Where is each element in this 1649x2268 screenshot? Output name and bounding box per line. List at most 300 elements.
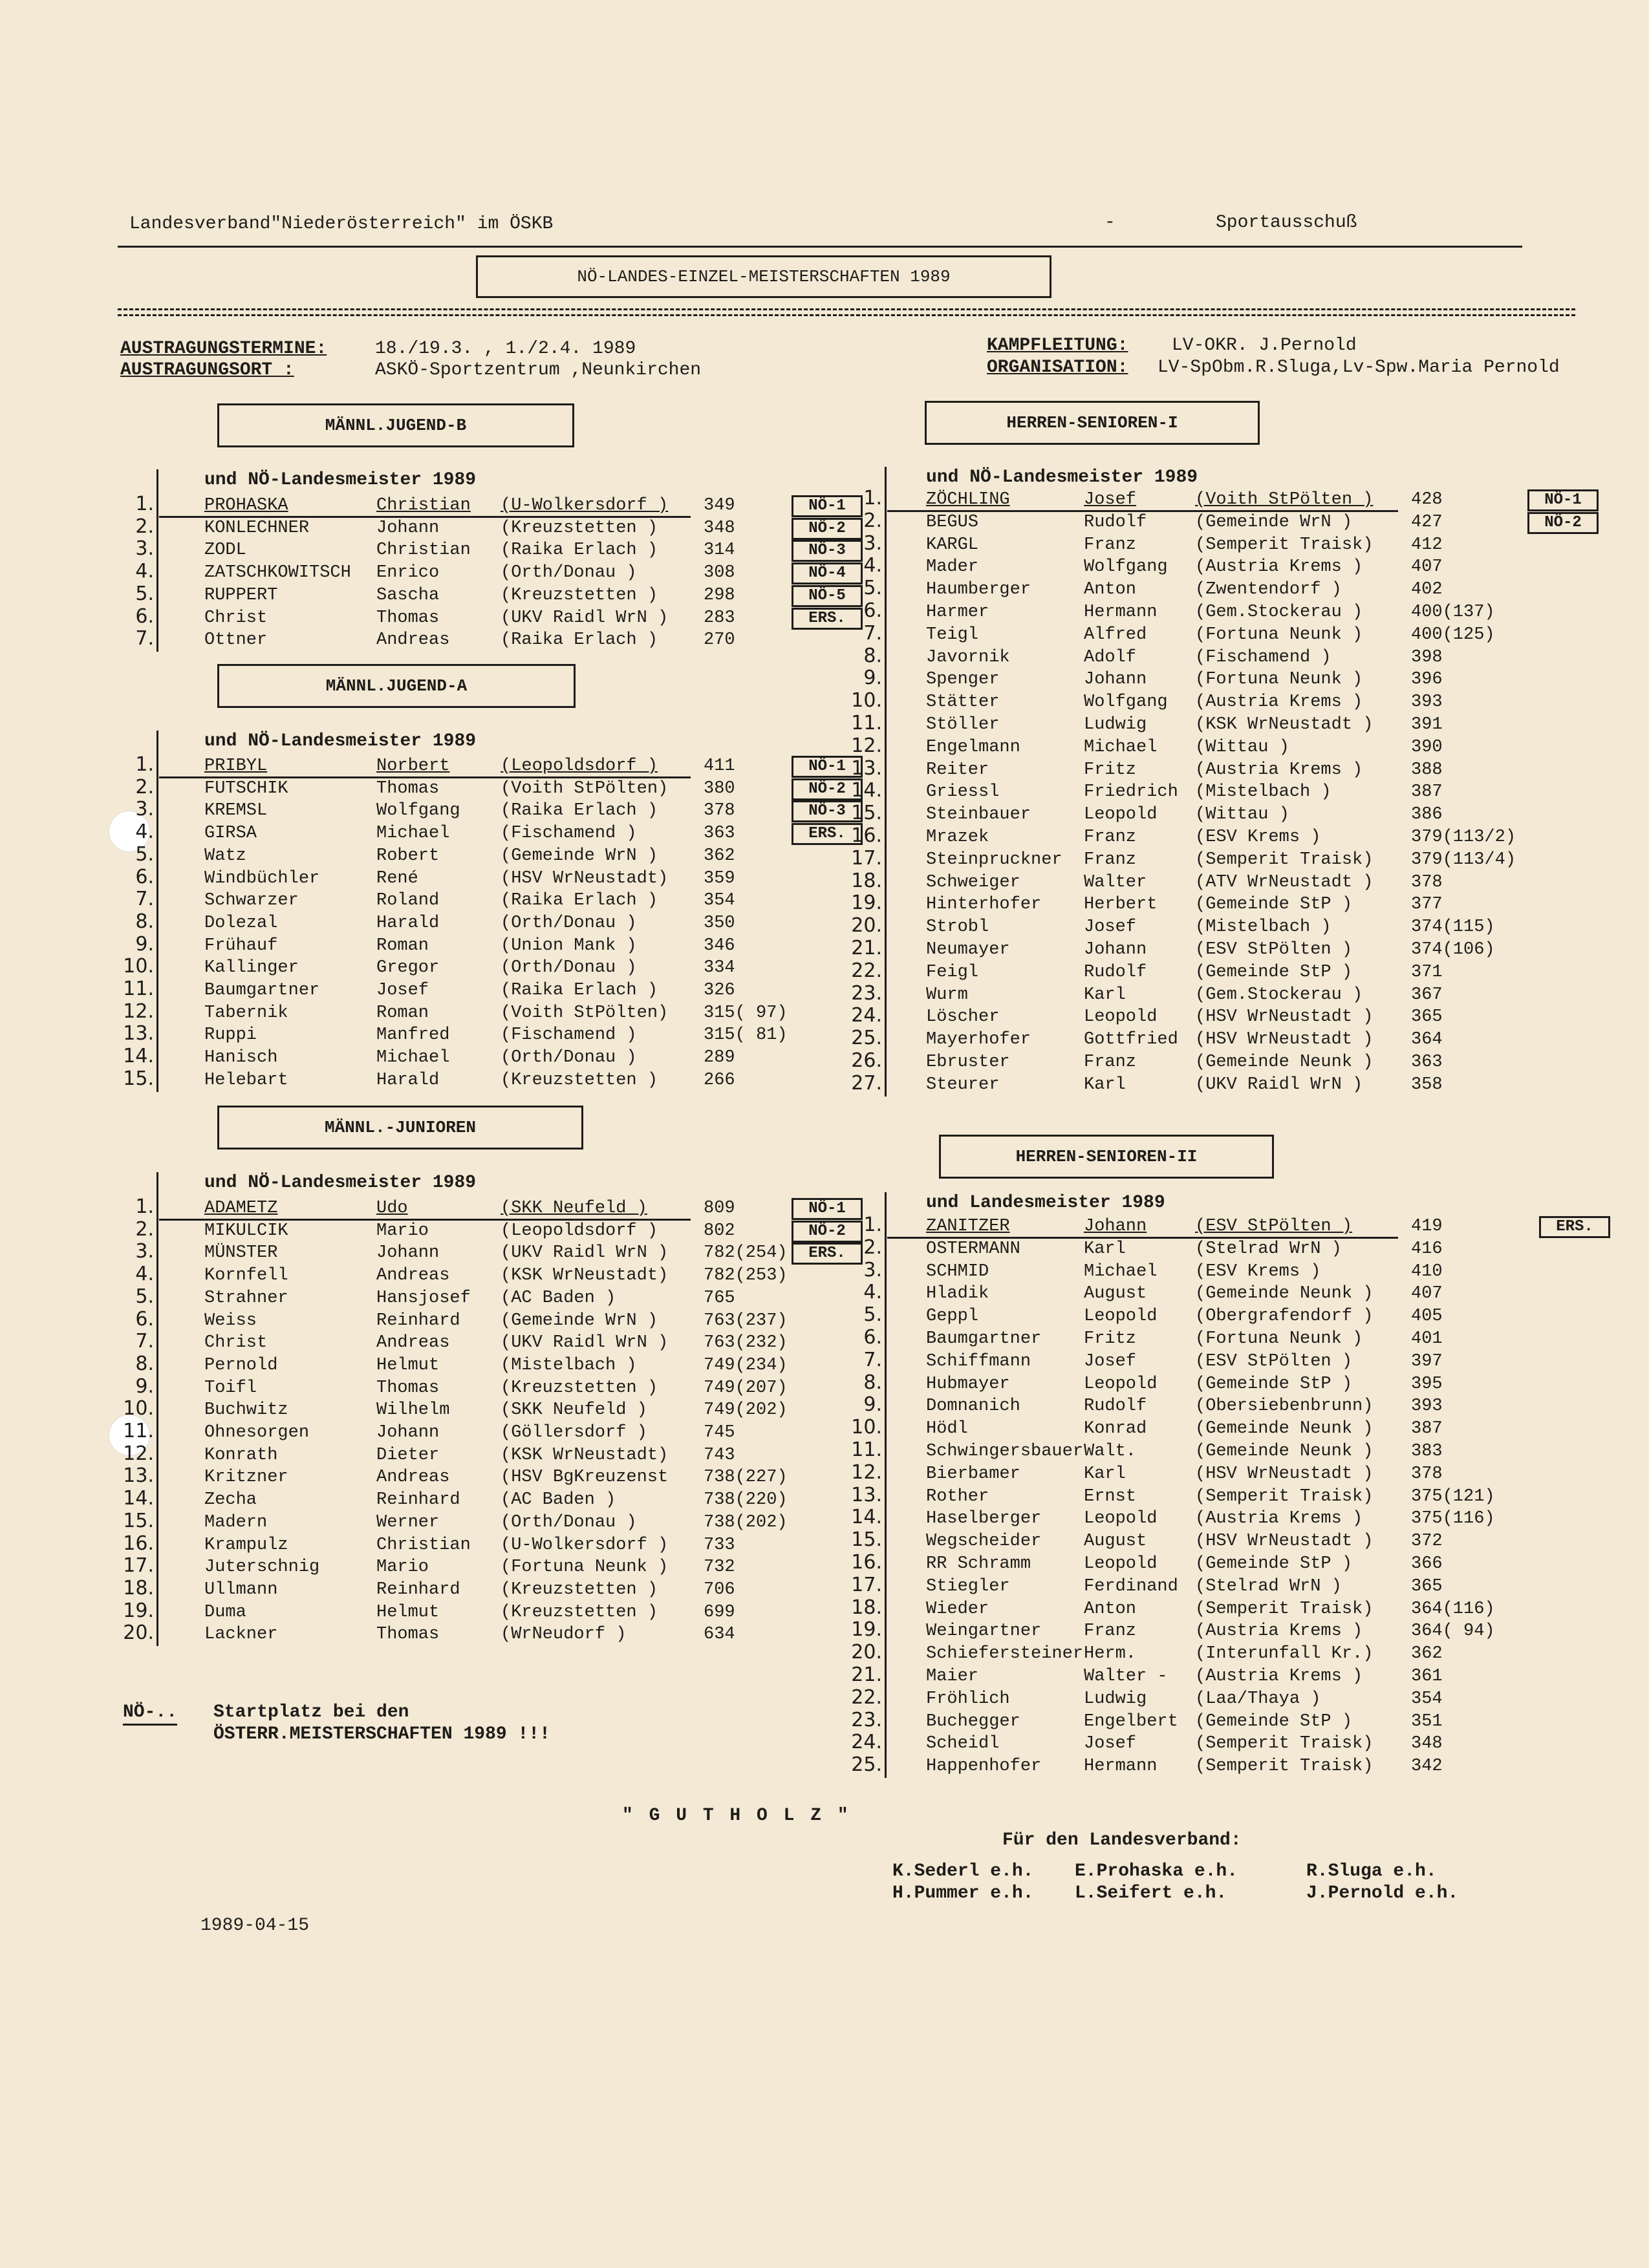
table-row <box>0 1643 1649 1665</box>
qualification-badge: NÖ-5 <box>792 585 863 607</box>
club-cell: (Fortuna Neunk ) <box>1195 1329 1363 1349</box>
score-cell: 377 <box>1411 895 1443 915</box>
firstname-cell: Fritz <box>1084 760 1137 780</box>
rank-cell: 25. <box>851 1027 882 1050</box>
club-cell: (Fortuna Neunk ) <box>1195 625 1363 645</box>
rank-cell: 14. <box>851 1506 882 1529</box>
score-cell: 378 <box>1411 872 1443 892</box>
table-row <box>0 556 1649 578</box>
lastname-cell: Schweiger <box>926 872 1020 892</box>
club-cell: (Gemeinde StP ) <box>1195 962 1353 982</box>
club-cell: (Göllersdorf ) <box>501 1423 647 1442</box>
rank-cell: 11. <box>123 1420 154 1442</box>
lastname-cell: KONLECHNER <box>204 518 310 538</box>
score-cell: 749(234) <box>704 1355 788 1375</box>
table-row <box>0 1305 1649 1327</box>
table-row <box>0 961 1649 983</box>
firstname-cell: Ernst <box>1084 1486 1137 1506</box>
club-cell: (UKV Raidl WrN ) <box>501 608 669 628</box>
firstname-cell: Udo <box>376 1199 408 1218</box>
score-cell: 266 <box>704 1070 735 1090</box>
document-date: 1989-04-15 <box>200 1916 310 1936</box>
score-cell: 361 <box>1411 1667 1443 1686</box>
rank-cell: 17. <box>123 1554 154 1578</box>
table-row <box>0 1051 1649 1073</box>
table-row <box>0 981 1649 1006</box>
rank-cell: 8. <box>135 910 154 933</box>
rank-cell: 1. <box>135 753 154 776</box>
club-cell: (UKV Raidl WrN ) <box>501 1243 669 1263</box>
firstname-cell: Karl <box>1084 985 1126 1005</box>
lastname-cell: Fröhlich <box>926 1689 1010 1709</box>
firstname-cell: Norbert <box>376 756 450 776</box>
lastname-cell: Javornik <box>926 647 1010 667</box>
table-row <box>0 691 1649 713</box>
rank-cell: 19. <box>851 892 882 915</box>
table-row <box>0 893 1649 915</box>
firstname-cell: Walter <box>1084 872 1147 892</box>
score-cell: 765 <box>704 1288 735 1308</box>
club-cell: (Voith StPölten) <box>501 778 669 798</box>
firstname-cell: Rudolf <box>1084 962 1147 982</box>
table-row <box>0 1328 1649 1350</box>
firstname-cell: Alfred <box>1084 625 1147 645</box>
lastname-cell: PROHASKA <box>204 496 288 515</box>
firstname-cell: Rudolf <box>1084 1396 1147 1417</box>
club-cell: (Fischamend ) <box>501 824 637 844</box>
rank-cell: 6. <box>135 604 154 628</box>
lastname-cell: Schiefersteiner <box>926 1644 1084 1664</box>
lastname-cell: Haumberger <box>926 580 1031 600</box>
section-subtitle: und NÖ-Landesmeister 1989 <box>204 470 477 490</box>
firstname-cell: René <box>376 868 418 888</box>
score-cell: 375(121) <box>1411 1486 1495 1506</box>
rank-cell: 1. <box>135 1195 154 1218</box>
club-cell: (HSV WrNeustadt ) <box>1195 1532 1374 1552</box>
qualification-badge: NÖ-4 <box>792 562 863 584</box>
section-subtitle: und NÖ-Landesmeister 1989 <box>926 467 1198 487</box>
rank-cell: 15. <box>851 1528 882 1552</box>
rank-cell: 10. <box>851 689 882 712</box>
firstname-cell: Josef <box>1084 917 1137 937</box>
rank-cell: 20. <box>123 1621 154 1645</box>
club-cell: (Orth/Donau ) <box>501 1512 637 1532</box>
rank-cell: 20. <box>851 914 882 937</box>
rank-cell: 21. <box>851 1664 882 1686</box>
signatures-heading: Für den Landesverband: <box>1002 1830 1242 1850</box>
firstname-cell: Ferdinand <box>1084 1576 1178 1596</box>
qualification-badge: NÖ-2 <box>792 1221 863 1243</box>
club-cell: (Fischamend ) <box>1195 647 1331 667</box>
rank-cell: 4. <box>135 820 154 844</box>
firstname-cell: Rudolf <box>1084 512 1147 532</box>
club-cell: (Kreuzstetten ) <box>501 518 658 538</box>
section-subtitle: und NÖ-Landesmeister 1989 <box>204 1173 477 1193</box>
header-right: Sportausschuß <box>1216 213 1357 233</box>
legend-tag: NÖ-.. <box>123 1702 177 1726</box>
rank-cell: 19. <box>123 1599 154 1622</box>
rank-cell: 4. <box>135 560 154 583</box>
lastname-cell: Krampulz <box>204 1535 288 1555</box>
gut-holz: " G U T H O L Z " <box>622 1806 851 1826</box>
table-row <box>0 601 1649 623</box>
qualification-badge: ERS. <box>1539 1216 1610 1238</box>
table-row <box>0 1238 1649 1260</box>
firstname-cell: Christian <box>376 540 471 561</box>
table-row <box>0 916 1649 938</box>
table-row <box>0 1573 1649 1598</box>
table-row <box>0 1418 1649 1440</box>
firstname-cell: Josef <box>1084 490 1137 509</box>
score-cell: 738(227) <box>704 1468 788 1488</box>
score-cell: 351 <box>1411 1711 1443 1731</box>
club-cell: (Austria Krems ) <box>1195 557 1363 577</box>
lastname-cell: Christ <box>204 608 268 628</box>
club-cell: (Mistelbach ) <box>1195 917 1331 937</box>
lastname-cell: Domnanich <box>926 1396 1020 1417</box>
table-row <box>0 1395 1649 1417</box>
firstname-cell: Mario <box>376 1221 429 1241</box>
lastname-cell: Haselberger <box>926 1509 1042 1529</box>
firstname-cell: Franz <box>1084 1621 1137 1642</box>
firstname-cell: Walt. <box>1084 1442 1137 1461</box>
lastname-cell: Tabernik <box>204 1003 288 1023</box>
rank-cell: 14. <box>123 1487 154 1510</box>
lastname-cell: Maier <box>926 1667 979 1686</box>
club-cell: (HSV WrNeustadt ) <box>1195 1464 1374 1484</box>
organisation-value: LV-SpObm.R.Sluga,Lv-Spw.Maria Pernold <box>1158 358 1560 378</box>
club-cell: (Wittau ) <box>1195 737 1289 757</box>
rank-cell: 2. <box>863 509 882 532</box>
club-cell: (Austria Krems ) <box>1195 692 1363 712</box>
firstname-cell: Ludwig <box>1084 1689 1147 1709</box>
qualification-badge: ERS. <box>792 608 863 630</box>
firstname-cell: Thomas <box>376 608 440 628</box>
club-cell: (ESV StPölten ) <box>1195 1217 1353 1236</box>
club-cell: (KSK WrNeustadt) <box>501 1445 669 1465</box>
rank-cell: 2. <box>135 515 154 538</box>
club-cell: (Raika Erlach ) <box>501 540 658 561</box>
firstname-cell: August <box>1084 1284 1147 1304</box>
firstname-cell: Adolf <box>1084 647 1137 667</box>
lastname-cell: Rother <box>926 1486 989 1506</box>
score-cell: 348 <box>704 518 735 538</box>
firstname-cell: Michael <box>1084 737 1158 757</box>
lastname-cell: Schwarzer <box>204 891 299 911</box>
score-cell: 738(202) <box>704 1512 788 1532</box>
lastname-cell: Neumayer <box>926 940 1010 959</box>
club-cell: (Laa/Thaya ) <box>1195 1689 1321 1709</box>
club-cell: (Obersiebenbrunn) <box>1195 1396 1374 1417</box>
rank-cell: 5. <box>863 577 882 600</box>
club-cell: (Kreuzstetten ) <box>501 1579 658 1599</box>
firstname-cell: Leopold <box>1084 1307 1158 1327</box>
qualification-badge: ERS. <box>792 1243 863 1265</box>
score-cell: 395 <box>1411 1374 1443 1394</box>
winner-underline <box>887 1237 1398 1239</box>
lastname-cell: Ebruster <box>926 1053 1010 1072</box>
club-cell: (Gemeinde WrN ) <box>1195 512 1353 532</box>
rank-cell: 3. <box>863 1258 882 1281</box>
rank-cell: 10. <box>851 1416 882 1439</box>
lastname-cell: Mrazek <box>926 828 989 847</box>
table-row <box>0 511 1649 533</box>
lastname-cell: Watz <box>204 846 246 866</box>
lastname-cell: Wurm <box>926 985 968 1005</box>
lastname-cell: Weiss <box>204 1311 257 1331</box>
lastname-cell: Löscher <box>926 1007 1000 1027</box>
signature-sluga: R.Sluga e.h. <box>1306 1861 1437 1881</box>
club-cell: (HSV BgKreuzenst <box>501 1468 669 1488</box>
firstname-cell: Leopold <box>1084 1509 1158 1529</box>
score-cell: 379(113/4) <box>1411 850 1516 870</box>
lastname-cell: Happenhofer <box>926 1757 1042 1777</box>
winner-underline <box>887 510 1398 512</box>
rank-cell: 3. <box>135 798 154 821</box>
club-cell: (Gemeinde WrN ) <box>501 846 658 866</box>
rank-cell: 25. <box>851 1753 882 1777</box>
club-cell: (AC Baden ) <box>501 1490 616 1510</box>
table-row <box>0 531 1649 556</box>
table-row <box>0 1618 1649 1645</box>
lastname-cell: Christ <box>204 1333 268 1353</box>
club-cell: (Semperit Traisk) <box>1195 850 1374 870</box>
score-cell: 400(137) <box>1411 603 1495 622</box>
lastname-cell: Wieder <box>926 1599 989 1619</box>
firstname-cell: Ludwig <box>1084 715 1147 734</box>
score-cell: 364 <box>1411 1030 1443 1050</box>
table-row <box>0 1283 1649 1305</box>
score-cell: 763(232) <box>704 1333 788 1353</box>
club-cell: (HSV WrNeustadt ) <box>1195 1030 1374 1050</box>
firstname-cell: Hermann <box>1084 1757 1158 1777</box>
score-cell: 634 <box>704 1625 735 1645</box>
club-cell: (Leopoldsdorf ) <box>501 1221 658 1241</box>
score-cell: 342 <box>1411 1757 1443 1777</box>
firstname-cell: Johann <box>1084 940 1147 959</box>
qualification-badge: NÖ-1 <box>792 756 863 778</box>
firstname-cell: Wilhelm <box>376 1400 450 1420</box>
lastname-cell: Steinpruckner <box>926 850 1062 870</box>
score-cell: 326 <box>704 981 735 1000</box>
club-cell: (Austria Krems ) <box>1195 1509 1363 1529</box>
rank-cell: 9. <box>135 1375 154 1398</box>
lastname-cell: OSTERMANN <box>926 1239 1020 1259</box>
score-cell: 391 <box>1411 715 1443 734</box>
score-cell: 412 <box>1411 535 1443 555</box>
club-cell: (ESV StPölten ) <box>1195 940 1353 959</box>
lastname-cell: Hanisch <box>204 1048 278 1068</box>
score-cell: 359 <box>704 868 735 888</box>
rank-cell: 11. <box>123 978 154 1000</box>
club-cell: (Union Mank ) <box>501 936 637 956</box>
firstname-cell: Anton <box>1084 580 1137 600</box>
firstname-cell: Sascha <box>376 585 440 605</box>
firstname-cell: Andreas <box>376 630 450 650</box>
firstname-cell: Johann <box>1084 1217 1147 1236</box>
rank-cell: 12. <box>123 1000 154 1023</box>
club-cell: (Gem.Stockerau ) <box>1195 985 1363 1005</box>
rank-cell: 15. <box>123 1509 154 1532</box>
score-cell: 315( 81) <box>704 1025 788 1045</box>
firstname-cell: Gregor <box>376 958 440 978</box>
score-cell: 809 <box>704 1199 735 1218</box>
score-cell: 405 <box>1411 1307 1443 1327</box>
club-cell: (U-Wolkersdorf ) <box>501 1535 669 1555</box>
club-cell: (Leopoldsdorf ) <box>501 756 658 776</box>
firstname-cell: Reinhard <box>376 1490 460 1510</box>
score-cell: 411 <box>704 756 735 776</box>
rank-cell: 23. <box>851 1708 882 1731</box>
club-cell: (Gemeinde StP ) <box>1195 1374 1353 1394</box>
rank-cell: 13. <box>851 1483 882 1506</box>
club-cell: (SKK Neufeld ) <box>501 1400 647 1420</box>
firstname-cell: August <box>1084 1532 1147 1552</box>
lastname-cell: Hödl <box>926 1419 968 1439</box>
club-cell: (Stelrad WrN ) <box>1195 1239 1342 1259</box>
rank-cell: 1. <box>863 1214 882 1236</box>
rank-cell: 16. <box>851 824 882 847</box>
score-cell: 334 <box>704 958 735 978</box>
lastname-cell: Reiter <box>926 760 989 780</box>
firstname-cell: Wolfgang <box>1084 557 1168 577</box>
club-cell: (KSK WrNeustadt ) <box>1195 715 1374 734</box>
rank-cell: 7. <box>135 627 154 650</box>
rank-cell: 24. <box>851 1731 882 1754</box>
score-cell: 419 <box>1411 1217 1443 1236</box>
table-row <box>0 1071 1649 1096</box>
firstname-cell: Andreas <box>376 1333 450 1353</box>
lastname-cell: Strobl <box>926 917 989 937</box>
lastname-cell: Juterschnig <box>204 1557 320 1578</box>
ort-value: ASKÖ-Sportzentrum ,Neunkirchen <box>375 360 702 380</box>
qualification-badge: ERS. <box>792 823 863 845</box>
table-row <box>0 804 1649 826</box>
rank-cell: 6. <box>863 599 882 622</box>
lastname-cell: Hinterhofer <box>926 895 1042 915</box>
signature-pummer: H.Pummer e.h. <box>892 1883 1034 1903</box>
termine-value: 18./19.3. , 1./2.4. 1989 <box>375 339 636 359</box>
lastname-cell: Buchegger <box>926 1711 1020 1731</box>
score-cell: 743 <box>704 1445 735 1465</box>
score-cell: 387 <box>1411 1419 1443 1439</box>
qualification-badge: NÖ-2 <box>792 778 863 800</box>
lastname-cell: Spenger <box>926 670 1000 690</box>
rank-cell: 8. <box>135 1352 154 1375</box>
score-cell: 378 <box>704 801 735 821</box>
page-title: NÖ-LANDES-EINZEL-MEISTERSCHAFTEN 1989 <box>476 255 1051 298</box>
table-row <box>0 579 1649 601</box>
firstname-cell: Wolfgang <box>376 801 460 821</box>
score-cell: 782(254) <box>704 1243 788 1263</box>
lastname-cell: Engelmann <box>926 737 1020 757</box>
firstname-cell: Roman <box>376 1003 429 1023</box>
club-cell: (Zwentendorf ) <box>1195 580 1342 600</box>
club-cell: (Raika Erlach ) <box>501 891 658 911</box>
club-cell: (Gemeinde Neunk ) <box>1195 1284 1374 1304</box>
kampfleitung-label: KAMPFLEITUNG: <box>987 336 1128 356</box>
rank-cell: 23. <box>851 981 882 1005</box>
rank-cell: 13. <box>123 1464 154 1488</box>
rank-cell: 7. <box>863 621 882 645</box>
score-cell: 363 <box>1411 1053 1443 1072</box>
table-row <box>0 1029 1649 1051</box>
club-cell: (Austria Krems ) <box>1195 1667 1363 1686</box>
firstname-cell: Michael <box>376 824 450 844</box>
rank-cell: 6. <box>863 1326 882 1349</box>
rank-cell: 16. <box>123 1532 154 1555</box>
lastname-cell: Mader <box>926 557 979 577</box>
score-cell: 782(253) <box>704 1266 788 1286</box>
score-cell: 314 <box>704 540 735 561</box>
lastname-cell: Wegscheider <box>926 1532 1042 1552</box>
firstname-cell: Johann <box>376 1423 440 1442</box>
firstname-cell: Fritz <box>1084 1329 1137 1349</box>
signature-pernold: J.Pernold e.h. <box>1306 1883 1459 1903</box>
club-cell: (ATV WrNeustadt ) <box>1195 872 1374 892</box>
rank-cell: 14. <box>123 1045 154 1068</box>
lastname-cell: Pernold <box>204 1355 278 1375</box>
table-row <box>0 1530 1649 1552</box>
club-cell: (Semperit Traisk) <box>1195 535 1374 555</box>
rank-cell: 9. <box>863 1393 882 1417</box>
club-cell: (Semperit Traisk) <box>1195 1734 1374 1754</box>
club-cell: (HSV WrNeustadt ) <box>1195 1007 1374 1027</box>
rank-cell: 22. <box>851 959 882 982</box>
table-row <box>0 644 1649 669</box>
score-cell: 362 <box>1411 1644 1443 1664</box>
lastname-cell: Teigl <box>926 625 979 645</box>
section-title-box: HERREN-SENIOREN-II <box>939 1135 1274 1179</box>
club-cell: (Orth/Donau ) <box>501 563 637 583</box>
lastname-cell: GIRSA <box>204 824 257 844</box>
firstname-cell: Leopold <box>1084 805 1158 825</box>
firstname-cell: Mario <box>376 1557 429 1578</box>
firstname-cell: Herm. <box>1084 1644 1137 1664</box>
firstname-cell: Wolfgang <box>1084 692 1168 712</box>
firstname-cell: Hansjosef <box>376 1288 471 1308</box>
club-cell: (Gemeinde Neunk ) <box>1195 1419 1374 1439</box>
lastname-cell: Zecha <box>204 1490 257 1510</box>
score-cell: 363 <box>704 824 735 844</box>
signature-prohaska: E.Prohaska e.h. <box>1075 1861 1238 1881</box>
firstname-cell: Walter - <box>1084 1667 1168 1686</box>
score-cell: 367 <box>1411 985 1443 1005</box>
table-row <box>0 1373 1649 1395</box>
score-cell: 401 <box>1411 1329 1443 1349</box>
lastname-cell: Scheidl <box>926 1734 1000 1754</box>
rank-cell: 2. <box>135 1217 154 1241</box>
firstname-cell: Roman <box>376 936 429 956</box>
rank-cell: 18. <box>123 1576 154 1599</box>
firstname-cell: Herbert <box>1084 895 1158 915</box>
lastname-cell: Ruppi <box>204 1025 257 1045</box>
legend-line-1: Startplatz bei den <box>213 1702 409 1722</box>
lastname-cell: Hubmayer <box>926 1374 1010 1394</box>
club-cell: (KSK WrNeustadt) <box>501 1266 669 1286</box>
table-row <box>0 781 1649 803</box>
lastname-cell: BEGUS <box>926 512 979 532</box>
rank-cell: 13. <box>851 756 882 780</box>
firstname-cell: Roland <box>376 891 440 911</box>
qualification-badge: NÖ-3 <box>792 800 863 822</box>
rank-cell: 19. <box>851 1618 882 1642</box>
rank-cell: 9. <box>863 667 882 690</box>
firstname-cell: Johann <box>1084 670 1147 690</box>
club-cell: (Semperit Traisk) <box>1195 1757 1374 1777</box>
firstname-cell: Leopold <box>1084 1554 1158 1574</box>
club-cell: (Austria Krems ) <box>1195 760 1363 780</box>
